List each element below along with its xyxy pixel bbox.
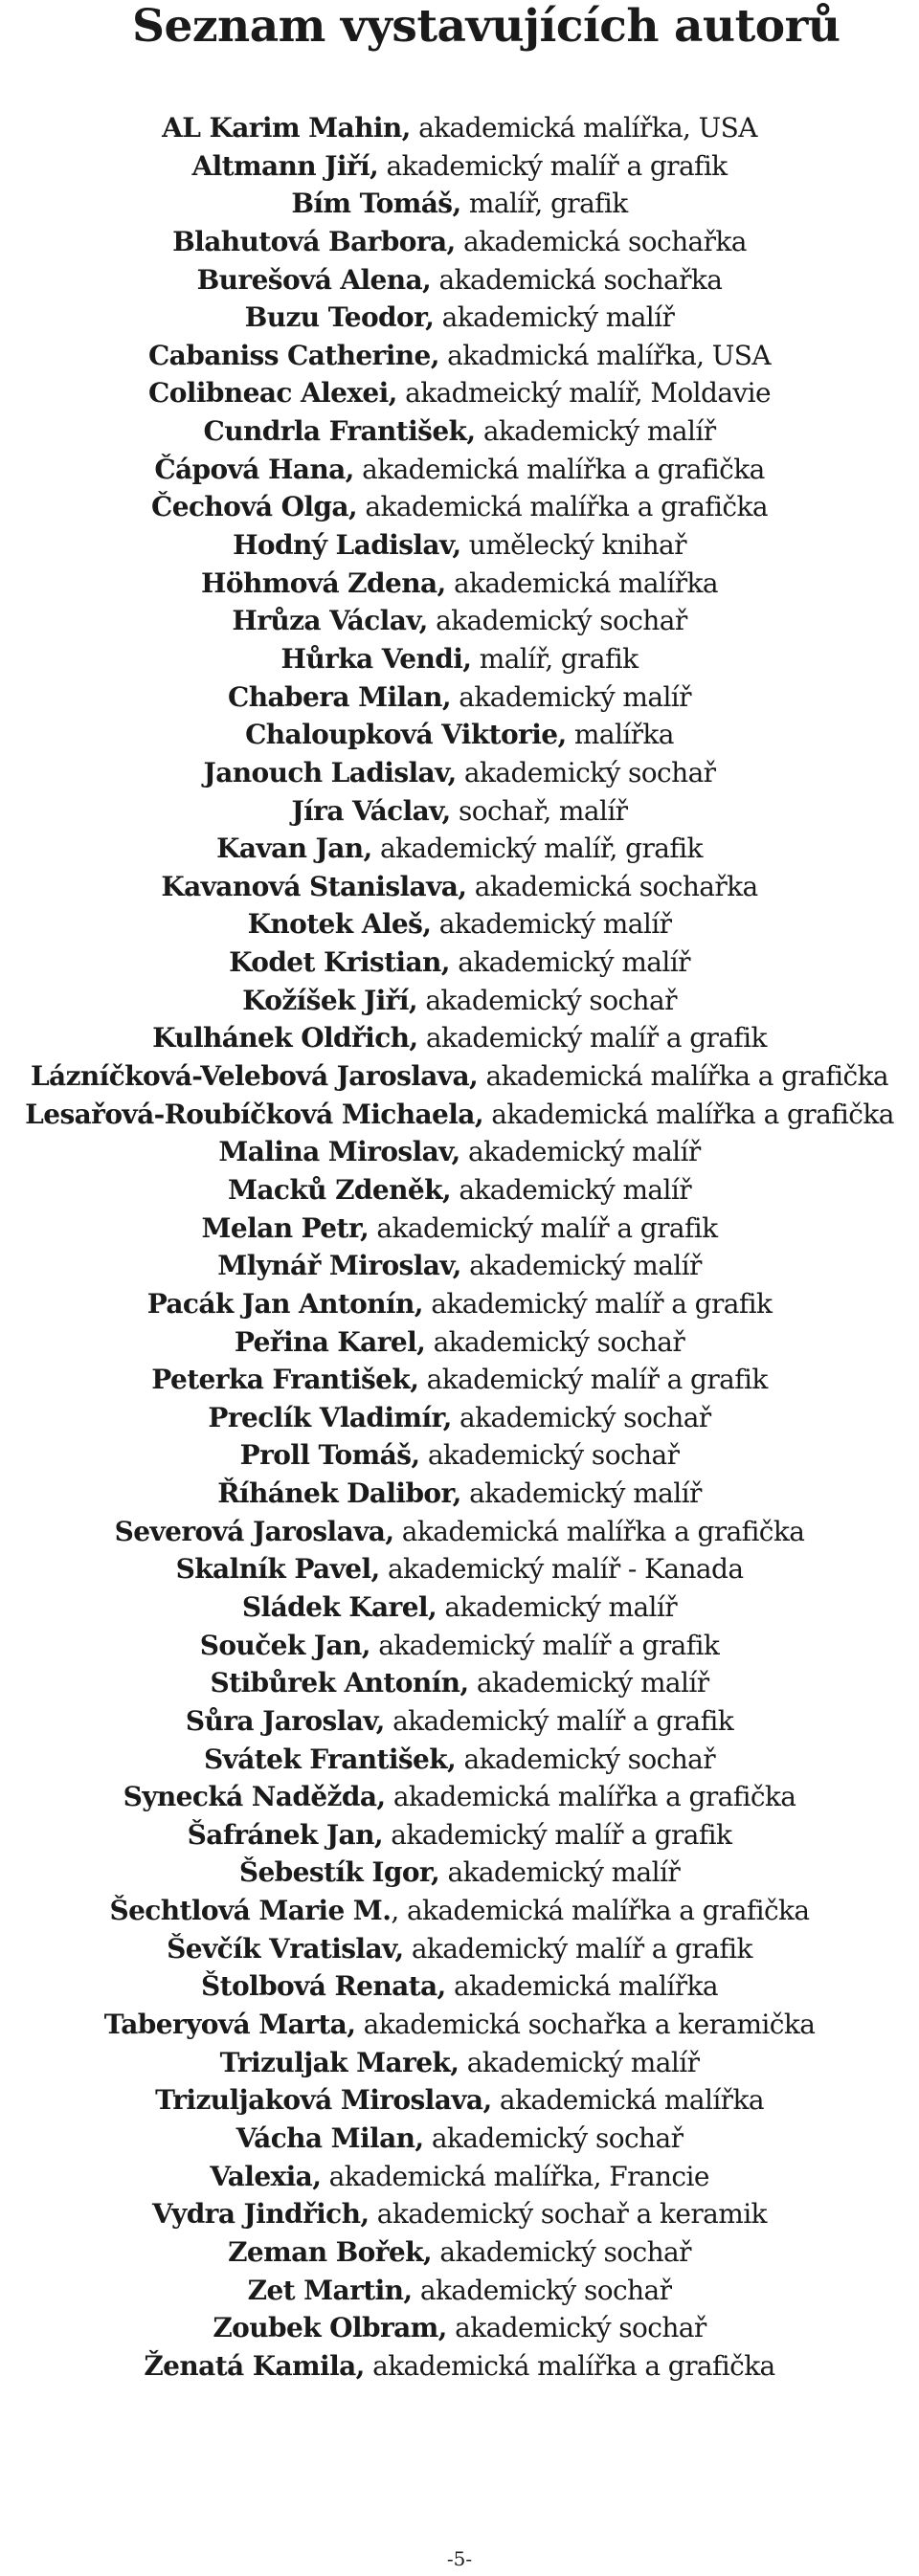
author-name: Stibůrek Antonín, [210,1667,469,1699]
author-name: Souček Jan, [199,1629,370,1661]
author-description: akademická malířka a grafička [385,1781,796,1813]
author-entry [0,640,919,678]
author-description: akademický malíř a grafik [417,1022,767,1055]
author-entry [0,2272,919,2310]
author-entry [0,1019,919,1057]
author-name: Blahutová Barbora, [172,225,456,257]
author-name: Burešová Alena, [196,263,432,296]
author-entry [0,261,919,300]
author-name: Hodný Ladislav, [233,529,461,562]
author-description: akademický malíř a grafik [418,1364,768,1396]
author-name: Janouch Ladislav, [203,756,457,788]
author-description: akademická sochařka [431,263,723,296]
author-name: Skalník Pavel, [175,1553,380,1586]
author-entry [0,1171,919,1210]
author-description: akademický malíř [460,1250,702,1282]
page-title: Seznam vystavujících autorů [132,0,841,53]
author-name: Mlynář Miroslav, [217,1250,461,1282]
author-description: akademický malíř a grafik [384,1704,734,1737]
author-name: Trizuljaková Miroslava, [155,2084,492,2117]
author-description: akademický sochař [451,1401,711,1433]
page-number: -5- [446,2547,473,2570]
author-description: akademický malíř [431,908,672,941]
author-description: akademický sochař [456,756,716,788]
author-description: akadmeický malíř, Moldavie [396,377,771,410]
author-entry [0,1096,919,1134]
author-description: akademický malíř [459,2046,700,2078]
author-description: akademická sochařka [466,870,758,902]
author-name: Malina Miroslav, [218,1136,460,1168]
author-entry [0,1399,919,1437]
author-description: malíř, grafik [471,642,639,675]
author-name: Vydra Jindřich, [152,2198,370,2231]
author-entry [0,1816,919,1854]
author-name: Cabaniss Catherine, [147,339,439,371]
author-entry [0,2347,919,2386]
author-name: Peterka František, [151,1364,419,1396]
author-description: akademický malíř [475,415,716,448]
author-name: Buzu Teodor, [244,301,435,334]
author-name: Sládek Karel, [241,1590,437,1623]
author-description: akademická sochařka a keramička [355,2009,816,2041]
author-name: Zet Martin, [247,2274,413,2306]
author-entry [0,1475,919,1513]
author-name: Proll Tomáš, [239,1439,420,1472]
author-name: Zeman Bořek, [228,2235,433,2268]
author-description: akademická malířka a grafička [478,1060,889,1093]
author-description: akademický sochař [425,1325,685,1358]
author-description: akademická malířka a grafička [357,491,768,523]
author-entry [0,2044,919,2082]
author-description: malíř, grafik [460,188,628,220]
author-description: akademická malířka a grafička [364,2349,775,2382]
author-description: akademická sochařka [455,225,747,257]
author-name: Synecká Naděžda, [123,1781,386,1813]
author-description: akademická malířka [445,566,718,599]
author-description: akademický malíř [450,680,691,713]
author-description: akademická malířka a grafička [393,1515,805,1547]
author-description: akademický malíř - Kanada [379,1553,744,1586]
author-name: Trizuljak Marek, [219,2046,460,2078]
author-name: Kulhánek Oldřich, [152,1022,418,1055]
author-entry [0,2309,919,2347]
author-name: AL Karim Mahin, [162,112,411,144]
author-name: Kodet Kristian, [229,946,450,979]
author-entry [0,1664,919,1702]
author-description: akademická malířka, Francie [321,2160,709,2192]
author-entry [0,905,919,944]
author-description: akademický sochař [432,2235,691,2268]
author-entry [0,1247,919,1285]
author-entry [0,109,919,147]
author-description: akademický malíř a grafik [370,1629,720,1661]
author-name: Chaloupková Viktorie, [245,719,567,751]
author-entry [0,526,919,565]
author-description: akademický sochař [419,1439,680,1472]
author-description: malířka [566,719,674,751]
author-name: Peřina Karel, [234,1325,426,1358]
author-entry [0,337,919,375]
author-description: akademický malíř [434,301,675,334]
author-name: Melan Petr, [201,1211,370,1244]
author-entry [0,678,919,717]
author-description: akademický malíř [451,1173,691,1206]
author-name: Čechová Olga, [151,491,358,523]
author-name: Hůrka Vendi, [280,642,472,675]
author-entry [0,2120,919,2158]
author-entry [0,1133,919,1171]
author-name: Svátek František, [203,1743,457,1775]
author-description: akademický malíř, grafik [371,833,703,865]
author-description: umělecký knihař [460,529,686,562]
author-description: sochař, malíř [450,794,628,827]
author-entry [0,754,919,792]
author-name: Hrůza Václav, [232,605,428,637]
author-entry [0,488,919,526]
author-description: akademický malíř a grafik [369,1211,718,1244]
author-entry [0,1361,919,1399]
author-entry [0,1210,919,1248]
author-description: akademický malíř [439,1856,681,1889]
author-entry [0,716,919,754]
author-description: akademický sochař [456,1743,716,1775]
author-entry [0,2195,919,2233]
author-description: akademický malíř a grafik [378,149,728,182]
author-entry [0,982,919,1020]
author-name: Šafránek Jan, [187,1818,383,1851]
author-entry [0,1627,919,1665]
author-name: Kožíšek Jiří, [242,984,418,1016]
author-entry [0,1057,919,1096]
author-description: akademický sochař a keramik [369,2198,767,2231]
author-description: akademická malířka [491,2084,764,2117]
author-name: Altmann Jiří, [191,149,379,182]
author-name: Valexia, [210,2160,322,2192]
author-name: Bím Tomáš, [291,188,461,220]
author-name: Ševčík Vratislav, [167,1932,404,1965]
author-name: Chabera Milan, [228,680,451,713]
author-entry [0,1550,919,1588]
author-entry [0,1323,919,1362]
author-description: akademický malíř [437,1590,678,1623]
author-description: akademický sochař [417,984,677,1016]
author-name: Jíra Václav, [291,794,451,827]
author-description: akadmická malířka, USA [438,339,771,371]
author-entry [0,2233,919,2272]
author-description: akademický malíř [449,946,690,979]
author-name: Vácha Milan, [235,2121,424,2154]
author-description: akademická malířka a grafička [482,1098,894,1130]
author-entry [0,412,919,451]
author-entry [0,223,919,261]
author-entry [0,1513,919,1551]
author-name: Ženatá Kamila, [144,2349,365,2382]
author-name: Colibneac Alexei, [148,377,397,410]
author-description: akademický sochař [427,605,687,637]
author-description: akademický malíř [460,1136,701,1168]
author-description: akademický sochař [446,2312,706,2344]
author-entry [0,868,919,906]
author-entry [0,565,919,603]
author-entry [0,147,919,186]
author-description: akademický malíř a grafik [382,1818,732,1851]
author-name: Macků Zdeněk, [227,1173,452,1206]
author-name: Sůra Jaroslav, [185,1704,385,1737]
author-entry [0,1967,919,2006]
author-name: Šebestík Igor, [238,1856,440,1889]
author-entry [0,944,919,982]
author-entry [0,2158,919,2196]
author-name: Čápová Hana, [154,453,354,485]
author-name: Šechtlová Marie M. [109,1895,392,1927]
author-entry [0,1741,919,1779]
author-name: Kavan Jan, [216,833,372,865]
author-entry [0,1285,919,1323]
author-description: akademický malíř [460,1477,702,1510]
author-entry [0,1436,919,1475]
author-description: akademická malířka a grafička [353,453,765,485]
author-entry [0,2081,919,2120]
author-name: Cundrla František, [203,415,476,448]
author-entry [0,1892,919,1930]
author-entry [0,2006,919,2044]
author-entry [0,602,919,640]
author-entry [0,792,919,831]
author-description: akademický malíř [468,1667,709,1699]
author-description: , akademická malířka a grafička [391,1895,810,1927]
author-description: akademický malíř a grafik [403,1932,752,1965]
author-name: Preclík Vladimír, [208,1401,452,1433]
author-description: akademický sochař [412,2274,672,2306]
author-entry [0,1588,919,1627]
author-entry [0,299,919,337]
author-name: Knotek Aleš, [247,908,432,941]
author-description: akademická malířka [445,1970,718,2003]
author-name: Höhmová Zdena, [201,566,446,599]
author-entry [0,1854,919,1892]
author-description: akademická malířka, USA [410,112,757,144]
author-name: Říhánek Dalibor, [217,1477,461,1510]
author-name: Taberyová Marta, [103,2009,356,2041]
author-name: Štolbová Renata, [201,1970,446,2003]
author-entry [0,374,919,412]
author-name: Lázníčková-Velebová Jaroslava, [30,1060,479,1093]
author-description: akademický sochař [423,2121,684,2154]
author-entry [0,1702,919,1741]
author-name: Pacák Jan Antonín, [146,1287,423,1320]
author-list [0,109,919,2385]
author-name: Severová Jaroslava, [114,1515,394,1547]
author-entry [0,185,919,223]
author-entry [0,1930,919,1968]
author-entry [0,451,919,489]
author-entry [0,1778,919,1816]
author-name: Lesařová-Roubíčková Michaela, [25,1098,483,1130]
author-description: akademický malíř a grafik [422,1287,773,1320]
author-name: Kavanová Stanislava, [161,870,467,902]
author-entry [0,830,919,868]
author-name: Zoubek Olbram, [213,2312,447,2344]
